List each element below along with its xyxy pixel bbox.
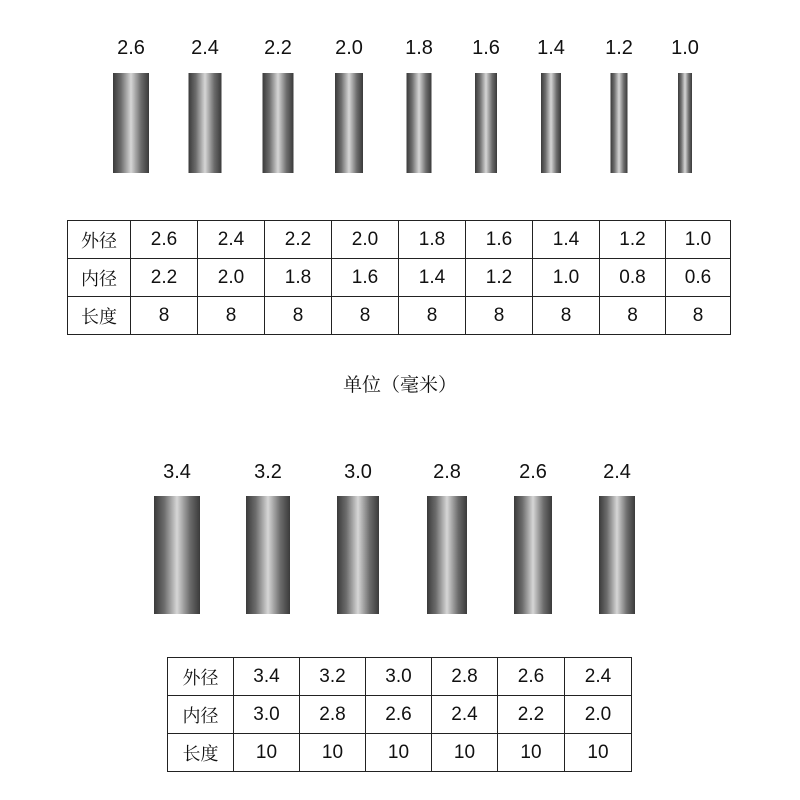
row-label-length: 长度	[68, 297, 131, 335]
tube-g1-7	[611, 73, 628, 173]
table-cell: 1.2	[600, 221, 666, 259]
tube-label-g2-4: 2.6	[519, 461, 547, 483]
table-cell: 8	[399, 297, 466, 335]
table-row-inner-diameter	[68, 259, 731, 297]
table-cell: 1.2	[466, 259, 533, 297]
tube-g1-6	[541, 73, 561, 173]
table-cell: 8	[332, 297, 399, 335]
tube-g1-1	[189, 73, 222, 173]
table-cell: 2.8	[300, 696, 366, 734]
table-cell: 3.0	[234, 696, 300, 734]
table-cell: 2.0	[565, 696, 632, 734]
tube-g1-2	[263, 73, 294, 173]
table-cell: 2.6	[366, 696, 432, 734]
table-row-outer-diameter	[68, 221, 731, 259]
tube-label-g2-3: 2.8	[433, 461, 461, 483]
spec-table-group1	[67, 220, 731, 335]
tube-g1-8	[678, 73, 692, 173]
row-label-outer-diameter: 外径	[168, 658, 234, 696]
table-cell: 2.4	[198, 221, 265, 259]
table-cell: 10	[300, 734, 366, 772]
tube-label-g1-0: 2.6	[117, 37, 145, 59]
tube-label-g1-8: 1.0	[671, 37, 699, 59]
table-cell: 0.6	[666, 259, 731, 297]
table-cell: 3.4	[234, 658, 300, 696]
table-row-outer-diameter	[168, 658, 632, 696]
tube-label-g2-0: 3.4	[163, 461, 191, 483]
tube-g2-5	[599, 496, 635, 614]
table-cell: 1.4	[399, 259, 466, 297]
table-cell: 2.0	[332, 221, 399, 259]
table-cell: 1.8	[265, 259, 332, 297]
tube-g1-0	[113, 73, 149, 173]
table-cell: 1.6	[466, 221, 533, 259]
tube-label-g1-3: 2.0	[335, 37, 363, 59]
tube-label-g1-7: 1.2	[605, 37, 633, 59]
tube-g2-3	[427, 496, 467, 614]
table-cell: 8	[533, 297, 600, 335]
table-cell: 10	[565, 734, 632, 772]
spec-table-group2	[167, 657, 632, 772]
tube-label-g1-2: 2.2	[264, 37, 292, 59]
table-cell: 10	[366, 734, 432, 772]
table-row-inner-diameter	[168, 696, 632, 734]
tube-label-g1-1: 2.4	[191, 37, 219, 59]
table-cell: 2.6	[131, 221, 198, 259]
row-label-inner-diameter: 内径	[68, 259, 131, 297]
table-cell: 1.4	[533, 221, 600, 259]
unit-caption: 单位（毫米）	[342, 375, 457, 396]
table-cell: 1.6	[332, 259, 399, 297]
table-cell: 10	[234, 734, 300, 772]
tube-label-g2-1: 3.2	[254, 461, 282, 483]
table-cell: 3.0	[366, 658, 432, 696]
row-label-outer-diameter: 外径	[68, 221, 131, 259]
tube-label-g2-5: 2.4	[603, 461, 631, 483]
table-cell: 2.6	[498, 658, 565, 696]
tube-g1-5	[475, 73, 497, 173]
table-cell: 10	[432, 734, 498, 772]
tube-g1-3	[335, 73, 363, 173]
table-cell: 8	[466, 297, 533, 335]
table-cell: 10	[498, 734, 565, 772]
table-cell: 8	[600, 297, 666, 335]
table-cell: 1.8	[399, 221, 466, 259]
table-row-length	[68, 297, 731, 335]
table-cell: 2.0	[198, 259, 265, 297]
table-cell: 8	[265, 297, 332, 335]
table-cell: 2.4	[565, 658, 632, 696]
tube-g2-0	[154, 496, 200, 614]
table-cell: 8	[198, 297, 265, 335]
table-row-length	[168, 734, 632, 772]
tube-g2-2	[337, 496, 379, 614]
table-cell: 3.2	[300, 658, 366, 696]
table-cell: 2.4	[432, 696, 498, 734]
table-cell: 8	[666, 297, 731, 335]
table-cell: 2.2	[498, 696, 565, 734]
table-cell: 2.2	[131, 259, 198, 297]
table-cell: 2.2	[265, 221, 332, 259]
tube-g2-4	[514, 496, 552, 614]
tube-label-g1-6: 1.4	[537, 37, 565, 59]
table-cell: 0.8	[600, 259, 666, 297]
row-label-length: 长度	[168, 734, 234, 772]
tube-label-g2-2: 3.0	[344, 461, 372, 483]
tube-g2-1	[246, 496, 290, 614]
table-cell: 8	[131, 297, 198, 335]
tube-g1-4	[407, 73, 432, 173]
table-cell: 1.0	[533, 259, 600, 297]
table-cell: 2.8	[432, 658, 498, 696]
tube-label-g1-5: 1.6	[472, 37, 500, 59]
row-label-inner-diameter: 内径	[168, 696, 234, 734]
tube-label-g1-4: 1.8	[405, 37, 433, 59]
table-cell: 1.0	[666, 221, 731, 259]
